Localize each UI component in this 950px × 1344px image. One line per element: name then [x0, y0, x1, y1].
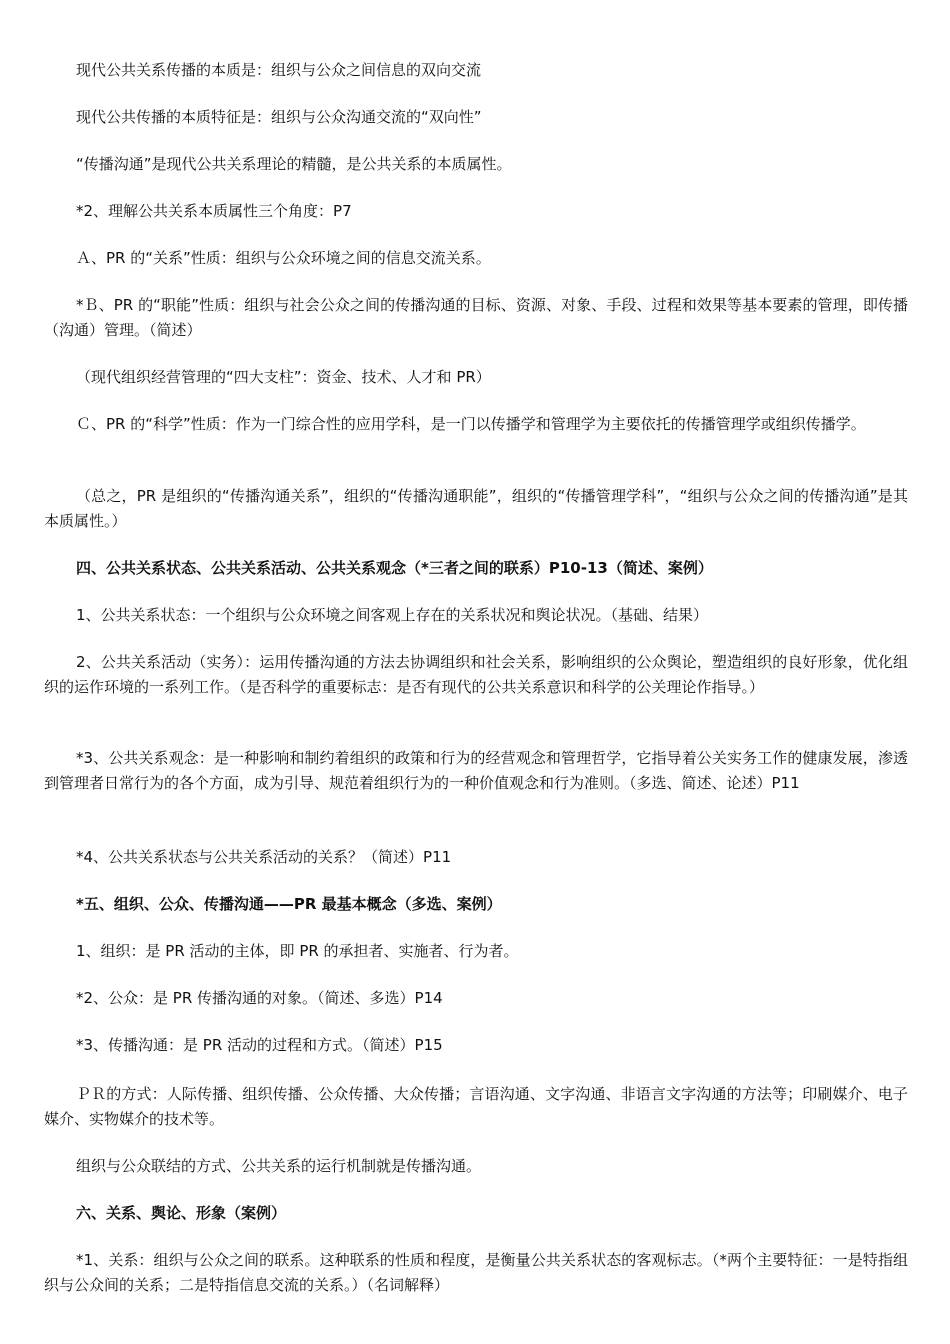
- section-heading-five: *五、组织、公众、传播沟通——PR 最基本概念（多选、案例）: [76, 895, 502, 913]
- paragraph-pr-state: 1、公共关系状态：一个组织与公众环境之间客观上存在的关系状况和舆论状况。（基础、结果）: [76, 606, 709, 624]
- paragraph-organization: 1、组织：是 PR 活动的主体，即 PR 的承担者、实施者、行为者。: [76, 942, 519, 960]
- section-heading-four: 四、公共关系状态、公共关系活动、公共关系观念（*三者之间的联系）P10-13（简述、案例）: [76, 559, 713, 577]
- paragraph-link-mechanism: 组织与公众联结的方式、公共关系的运行机制就是传播沟通。: [76, 1157, 482, 1175]
- paragraph-relationship: *1、关系：组织与公众之间的联系。这种联系的性质和程度，是衡量公共关系状态的客观标志。（*两个主要特征：一是特指组织与公众间的关系；二是特指信息交流的关系。）（名词解释）: [44, 1251, 908, 1294]
- paragraph-communication-core: “传播沟通”是现代公共关系理论的精髓，是公共关系的本质属性。: [76, 155, 512, 173]
- paragraph-summary: （总之，PR 是组织的“传播沟通关系”，组织的“传播沟通职能”，组织的“传播管理学科”，“组织与公众之间的传播沟通”是其本质属性。）: [44, 487, 908, 530]
- paragraph-pr-activity: 2、公共关系活动（实务）：运用传播沟通的方法去协调组织和社会关系，影响组织的公众舆论，塑造组织的良好形象，优化组织的运作环境的一系列工作。（是否科学的重要标志：是否有现代的公共关系意识和科学的公关理论作指导。）: [44, 653, 908, 696]
- paragraph-pr-methods: ＰＲ的方式：人际传播、组织传播、公众传播、大众传播；言语沟通、文字沟通、非语言文字沟通的方法等；印刷媒介、电子媒介、实物媒介的技术等。: [44, 1085, 908, 1128]
- paragraph-three-perspectives: *2、理解公共关系本质属性三个角度：P7: [76, 202, 352, 220]
- paragraph-relation-nature: Ａ、PR 的“关系”性质：组织与公众环境之间的信息交流关系。: [76, 249, 491, 267]
- paragraph-communication: *3、传播沟通：是 PR 活动的过程和方式。（简述）P15: [76, 1036, 443, 1054]
- paragraph-essence-of-pr-communication: 现代公共关系传播的本质是：组织与公众之间信息的双向交流: [76, 61, 482, 79]
- section-heading-six: 六、关系、舆论、形象（案例）: [76, 1204, 287, 1222]
- paragraph-science-nature: Ｃ、PR 的“科学”性质：作为一门综合性的应用学科，是一门以传播学和管理学为主要依托的传播管理学或组织传播学。: [76, 415, 866, 433]
- paragraph-state-activity-relation: *4、公共关系状态与公共关系活动的关系？（简述）P11: [76, 848, 452, 866]
- paragraph-essence-feature: 现代公共传播的本质特征是：组织与公众沟通交流的“双向性”: [76, 108, 482, 126]
- paragraph-pr-concept: *3、公共关系观念：是一种影响和制约着组织的政策和行为的经营观念和管理哲学，它指导着公关实务工作的健康发展，渗透到管理者日常行为的各个方面，成为引导、规范着组织行为的一种价值观念和行为准则。（多选、简述、论述）P11: [44, 749, 908, 792]
- paragraph-public: *2、公众：是 PR 传播沟通的对象。（简述、多选）P14: [76, 989, 443, 1007]
- paragraph-function-nature: *Ｂ、PR 的“职能”性质：组织与社会公众之间的传播沟通的目标、资源、对象、手段、过程和效果等基本要素的管理，即传播（沟通）管理。（简述）: [44, 296, 908, 339]
- paragraph-four-pillars: （现代组织经营管理的“四大支柱”：资金、技术、人才和 PR）: [76, 368, 491, 386]
